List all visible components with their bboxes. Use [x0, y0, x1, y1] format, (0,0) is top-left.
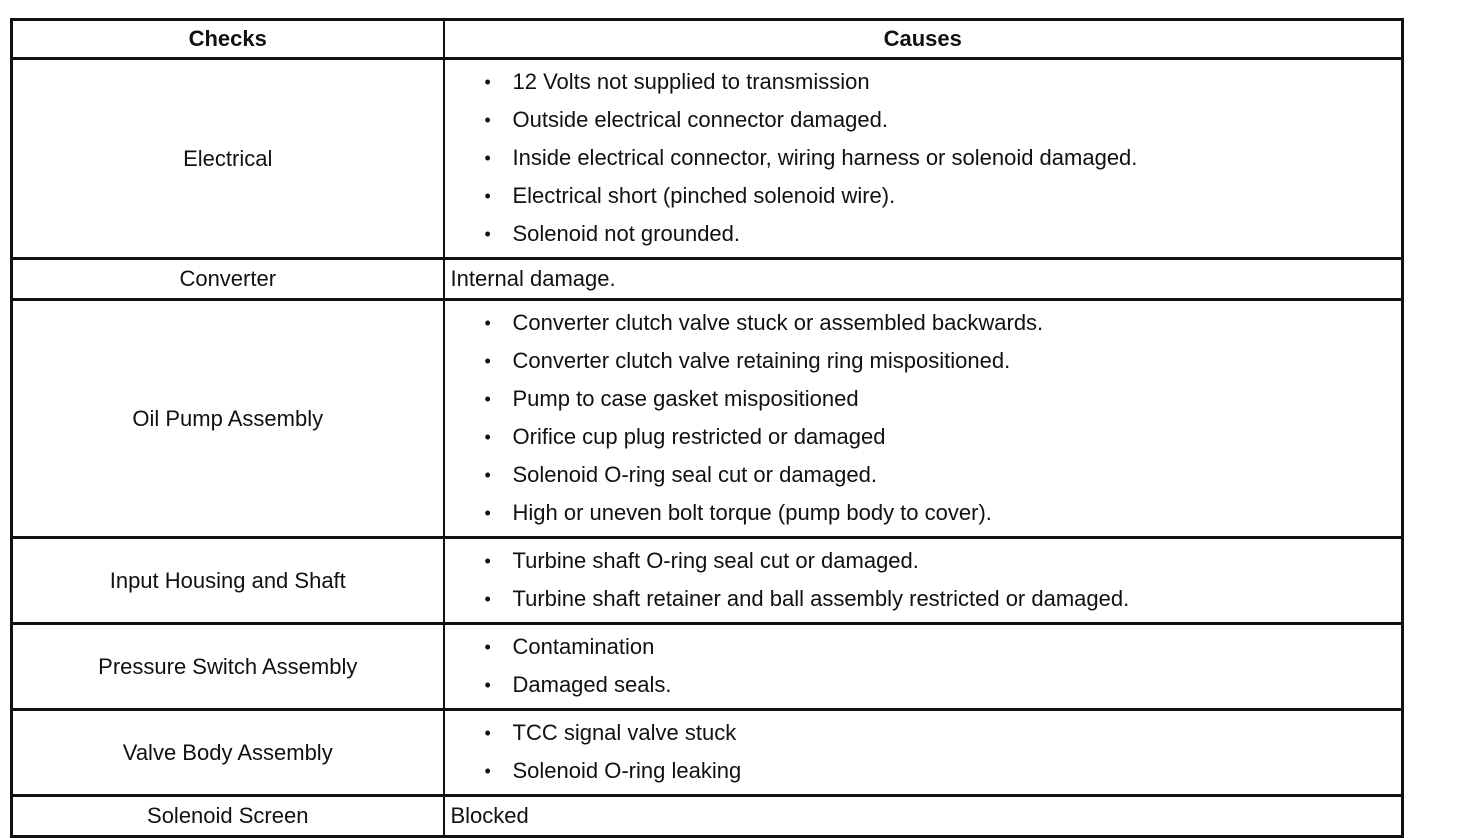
table-row	[12, 59, 1403, 259]
cause-item: • Converter clutch valve retaining ring mispositioned.	[485, 342, 1402, 380]
check-cell: Pressure Switch Assembly	[12, 624, 444, 710]
cause-item: • Damaged seals.	[485, 666, 1402, 704]
cause-list	[445, 301, 1402, 536]
check-cell: Oil Pump Assembly	[12, 300, 444, 538]
cause-item: • Outside electrical connector damaged.	[485, 101, 1402, 139]
check-cell: Electrical	[12, 59, 444, 259]
causes-cell	[444, 59, 1403, 259]
cause-item: • Turbine shaft retainer and ball assembly restricted or damaged.	[485, 580, 1402, 618]
table-row	[12, 624, 1403, 710]
cause-list	[445, 711, 1402, 794]
cause-list	[445, 539, 1402, 622]
cause-text: Blocked	[450, 803, 529, 828]
table-row	[12, 796, 1403, 837]
cause-item: • Solenoid O-ring leaking	[485, 752, 1402, 790]
cause-item: • Solenoid not grounded.	[485, 215, 1402, 253]
causes-cell	[444, 624, 1403, 710]
checks-header: Checks	[12, 20, 444, 59]
table-row	[12, 710, 1403, 796]
check-cell: Input Housing and Shaft	[12, 538, 444, 624]
cause-item: • TCC signal valve stuck	[485, 714, 1402, 752]
table-row	[12, 300, 1403, 538]
check-cell: Solenoid Screen	[12, 796, 444, 837]
cause-item: • Pump to case gasket mispositioned	[485, 380, 1402, 418]
cause-item: • Turbine shaft O-ring seal cut or damaged.	[485, 542, 1402, 580]
check-cell: Valve Body Assembly	[12, 710, 444, 796]
header-row	[12, 20, 1403, 59]
cause-item: • Inside electrical connector, wiring harness or solenoid damaged.	[485, 139, 1402, 177]
causes-cell	[444, 538, 1403, 624]
cause-item: • 12 Volts not supplied to transmission	[485, 63, 1402, 101]
cause-item: • Electrical short (pinched solenoid wire).	[485, 177, 1402, 215]
cause-item: • Contamination	[485, 628, 1402, 666]
cause-item: • Solenoid O-ring seal cut or damaged.	[485, 456, 1402, 494]
causes-cell	[444, 710, 1403, 796]
causes-cell	[444, 259, 1403, 300]
check-cell: Converter	[12, 259, 444, 300]
cause-text: Internal damage.	[450, 266, 616, 291]
table-row	[12, 259, 1403, 300]
diagnosis-table	[10, 18, 1404, 838]
cause-item: • Orifice cup plug restricted or damaged	[485, 418, 1402, 456]
cause-item: • High or uneven bolt torque (pump body to cover).	[485, 494, 1402, 532]
cause-list	[445, 60, 1402, 257]
causes-header: Causes	[444, 20, 1403, 59]
cause-item: • Converter clutch valve stuck or assembled backwards.	[485, 304, 1402, 342]
causes-cell	[444, 300, 1403, 538]
table-row	[12, 538, 1403, 624]
causes-cell	[444, 796, 1403, 837]
cause-list	[445, 625, 1402, 708]
